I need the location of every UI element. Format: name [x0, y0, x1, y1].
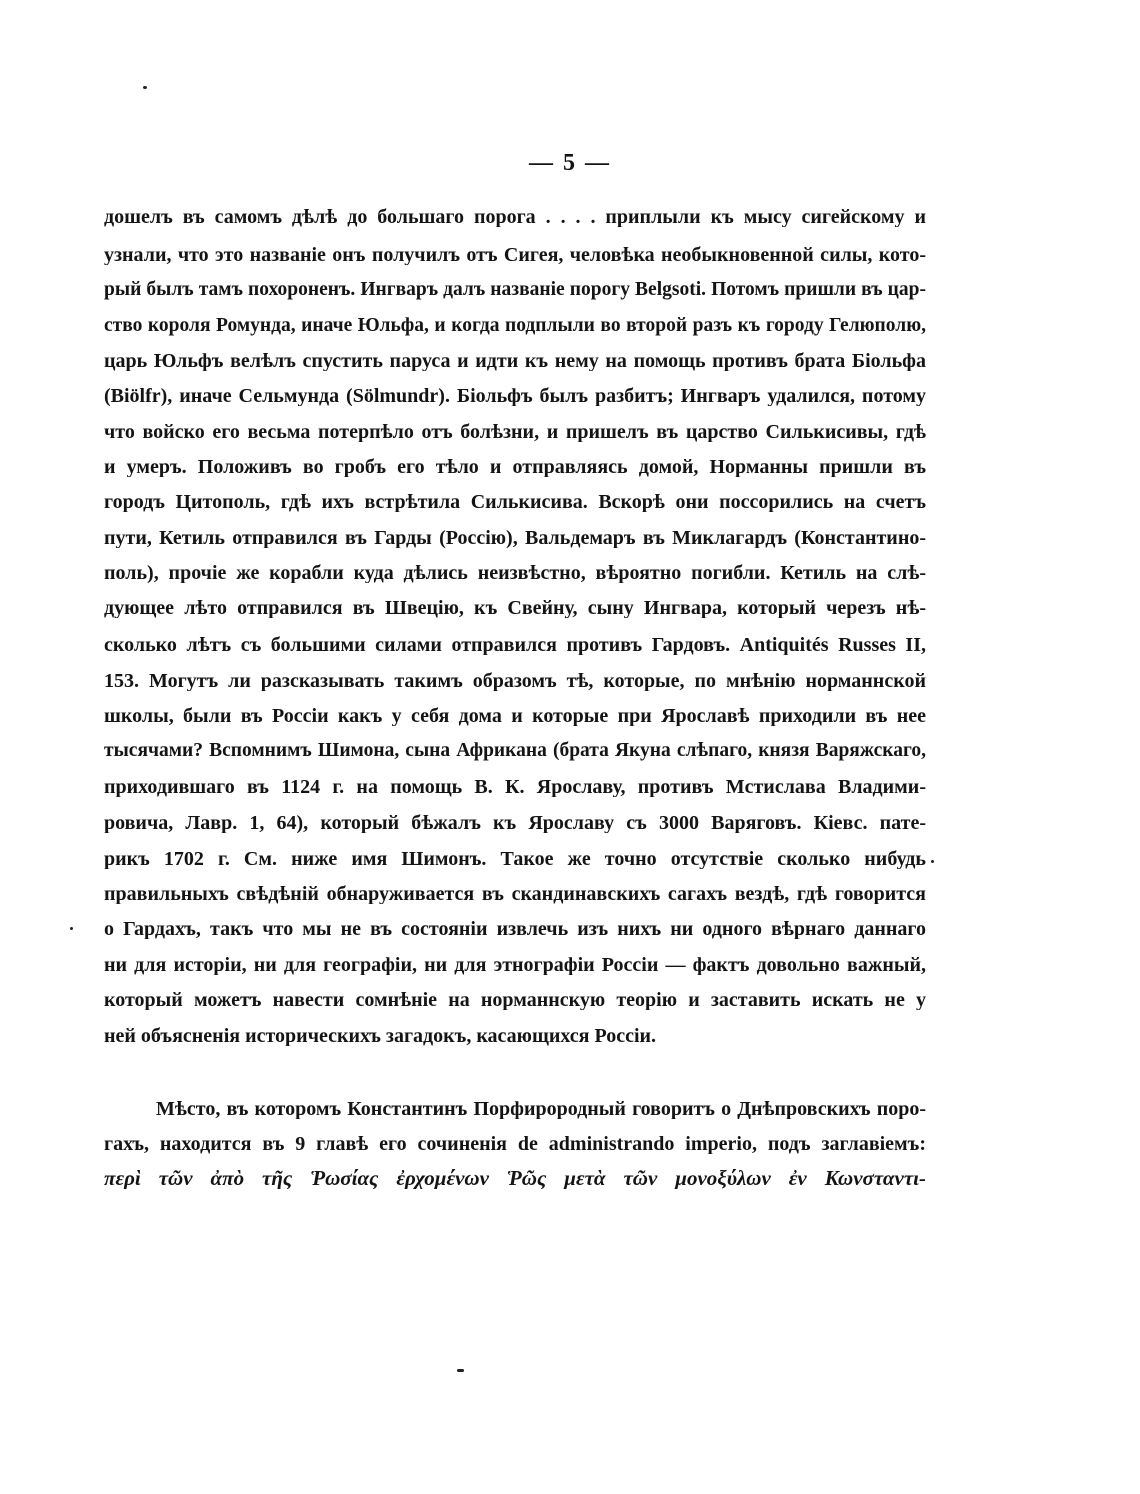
- text-line: и умеръ. Положивъ во гробъ его тѣло и отправляясь домой, Норманны пришли въ: [104, 457, 926, 477]
- scan-speck: [143, 86, 147, 89]
- text-line: который можетъ навести сомнѣніе на норманнскую теорію и заставить искать не у: [104, 990, 926, 1010]
- text-line-indented: Мѣсто, въ которомъ Константинъ Порфирородный говоритъ о Днѣпровскихъ поро-: [156, 1099, 926, 1119]
- text-line: сколько лѣтъ съ большими силами отправился противъ Гардовъ. Antiquités Russes II,: [104, 635, 926, 655]
- page-number: — 5 —: [529, 150, 611, 176]
- text-line: приходившаго въ 1124 г. на помощь В. К. Ярославу, противъ Мстислава Владими-: [104, 777, 926, 797]
- text-line: ровича, Лавр. 1, 64), который бѣжалъ къ Ярославу съ 3000 Варяговъ. Кіевс. пате-: [104, 813, 926, 833]
- text-line: (Biölfr), иначе Сельмунда (Sölmundr). Біольфъ былъ разбитъ; Ингваръ удалился, потому: [104, 386, 926, 406]
- text-line: ни для исторіи, ни для географіи, ни для этнографіи Россіи — фактъ довольно важный,: [104, 955, 926, 975]
- text-line: дующее лѣто отправился въ Швецію, къ Свейну, сыну Ингвара, который черезъ нѣ-: [104, 598, 926, 618]
- text-line: школы, были въ Россіи какъ у себя дома и которые при Ярославѣ приходили въ нее: [104, 706, 926, 726]
- text-line: городъ Цитополь, гдѣ ихъ встрѣтила Силькисива. Вскорѣ они поссорились на счетъ: [104, 492, 926, 512]
- scan-speck: [70, 927, 73, 930]
- text-line: ней объясненія историческихъ загадокъ, касающихся Россіи.: [104, 1026, 657, 1046]
- text-line: тысячами? Вспомнимъ Шимона, сына Африкана (брата Якуна слѣпаго, князя Варяжскаго,: [104, 741, 926, 761]
- text-line: 153. Могутъ ли разсказывать такимъ образомъ тѣ, которые, по мнѣнію норманнской: [104, 671, 926, 691]
- text-line: что войско его весьма потерпѣло отъ болѣзни, и пришелъ въ царство Силькисивы, гдѣ: [104, 422, 926, 442]
- text-line: гахъ, находится въ 9 главѣ его сочиненія de administrando imperio, подъ заглавіемъ:: [104, 1134, 926, 1154]
- text-line: узнали, что это названіе онъ получилъ отъ Сигея, человѣка необыкновенной силы, кото-: [104, 245, 926, 265]
- text-line: о Гардахъ, такъ что мы не въ состояніи извлечь изъ нихъ ни одного вѣрнаго даннаго: [104, 919, 926, 939]
- text-line: рикъ 1702 г. См. ниже имя Шимонъ. Такое же точно отсутствіе сколько нибудь: [104, 849, 926, 869]
- text-line: правильныхъ свѣдѣній обнаруживается въ скандинавскихъ сагахъ вездѣ, гдѣ говорится: [104, 884, 926, 904]
- text-line: поль), прочіе же корабли куда дѣлись неизвѣстно, вѣроятно погибли. Кетиль на слѣ-: [104, 563, 926, 583]
- text-line: царь Юльфъ велѣлъ спустить паруса и идти къ нему на помощь противъ брата Біольфа: [104, 351, 926, 371]
- scan-speck: [457, 1369, 464, 1372]
- scan-speck: [931, 860, 934, 863]
- greek-text-line: περὶ τῶν ἀπὸ τῆς Ῥωσίας ἐρχομένων Ῥῶς μετὰ τῶν μονοξύλων ἐν Κωνσταντι-: [104, 1168, 926, 1189]
- text-line: ство короля Ромунда, иначе Юльфа, и когда подплыли во второй разъ къ городу Гелюполю,: [104, 316, 926, 336]
- text-line: дошелъ въ самомъ дѣлѣ до большаго порога . . . . приплыли къ мысу сигейскому и: [104, 207, 926, 227]
- text-line: рый былъ тамъ похороненъ. Ингваръ далъ названіе порогу Belgsoti. Потомъ пришли въ цар-: [104, 280, 926, 300]
- text-line: пути, Кетиль отправился въ Гарды (Россію), Вальдемаръ въ Миклагардъ (Константино-: [104, 528, 926, 548]
